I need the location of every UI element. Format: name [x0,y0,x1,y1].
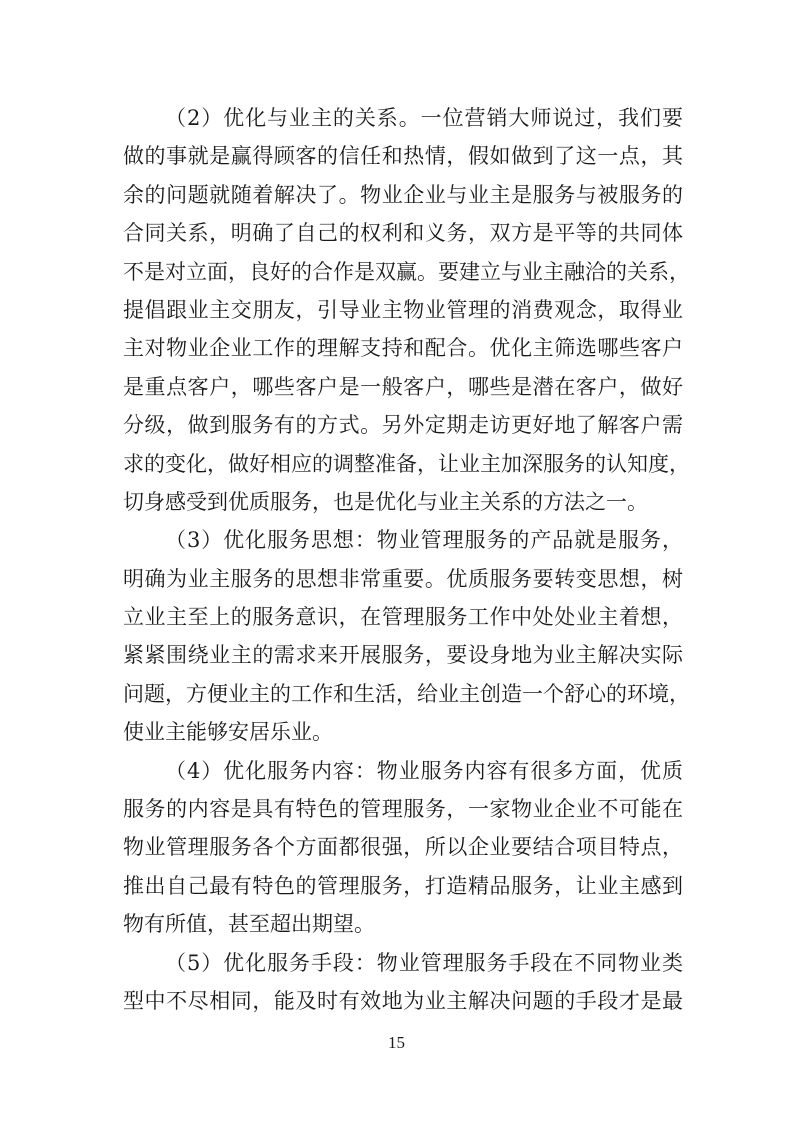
paragraph-4-line: 物有所值，甚至超出期望。 [123,912,375,937]
paragraph-3-line: 明确为业主服务的思想非常重要。优质服务要转变思想，树 [123,566,683,591]
paragraph-2-line: 是重点客户，哪些客户是一般客户，哪些是潜在客户，做好 [123,374,683,399]
paragraph-2-line: 主对物业企业工作的理解支持和配合。优化主筛选哪些客户 [123,336,683,361]
paragraph-4-line: 服务的内容是具有特色的管理服务，一家物业企业不可能在 [123,797,683,822]
paragraph-3-line: 立业主至上的服务意识，在管理服务工作中处处业主着想， [123,605,683,630]
page-number: 15 [388,1033,405,1052]
paragraph-5-line: 型中不尽相同，能及时有效地为业主解决问题的手段才是最 [123,988,683,1013]
paragraph-4-line: （4）优化服务内容：物业服务内容有很多方面，优质 [165,758,683,783]
paragraph-4-line: 推出自己最有特色的管理服务，打造精品服务，让业主感到 [123,873,683,898]
paragraph-2-line: 余的问题就随着解决了。物业企业与业主是服务与被服务的 [123,182,683,207]
paragraph-2-line: （2）优化与业主的关系。一位营销大师说过，我们要 [165,106,683,130]
paragraph-3-line: 使业主能够安居乐业。 [123,720,333,745]
paragraph-3-line: （3）优化服务思想：物业管理服务的产品就是服务， [165,528,683,553]
paragraph-3-line: 问题，方便业主的工作和生活，给业主创造一个舒心的环境， [123,681,690,706]
paragraph-5-line: （5）优化服务手段：物业管理服务手段在不同物业类 [165,950,683,975]
paragraph-2-line: 不是对立面，良好的合作是双赢。要建立与业主融洽的关系， [123,259,690,284]
body-text [123,99,690,1020]
paragraph-4-line: 物业管理服务各个方面都很强，所以企业要结合项目特点， [123,835,683,860]
paragraph-2-line: 做的事就是赢得顾客的信任和热情，假如做到了这一点，其 [123,144,683,169]
paragraph-2-line: 切身感受到优质服务，也是优化与业主关系的方法之一。 [123,489,648,514]
paragraph-2-line: 分级，做到服务有的方式。另外定期走访更好地了解客户需 [123,413,683,438]
paragraph-2-line: 合同关系，明确了自己的权利和义务，双方是平等的共同体 [123,221,683,246]
paragraph-2-line: 提倡跟业主交朋友，引导业主物业管理的消费观念，取得业 [123,297,683,322]
paragraph-3-line: 紧紧围绕业主的需求来开展服务，要设身地为业主解决实际 [123,643,683,668]
paragraph-2-line: 求的变化，做好相应的调整准备，让业主加深服务的认知度， [123,451,690,476]
